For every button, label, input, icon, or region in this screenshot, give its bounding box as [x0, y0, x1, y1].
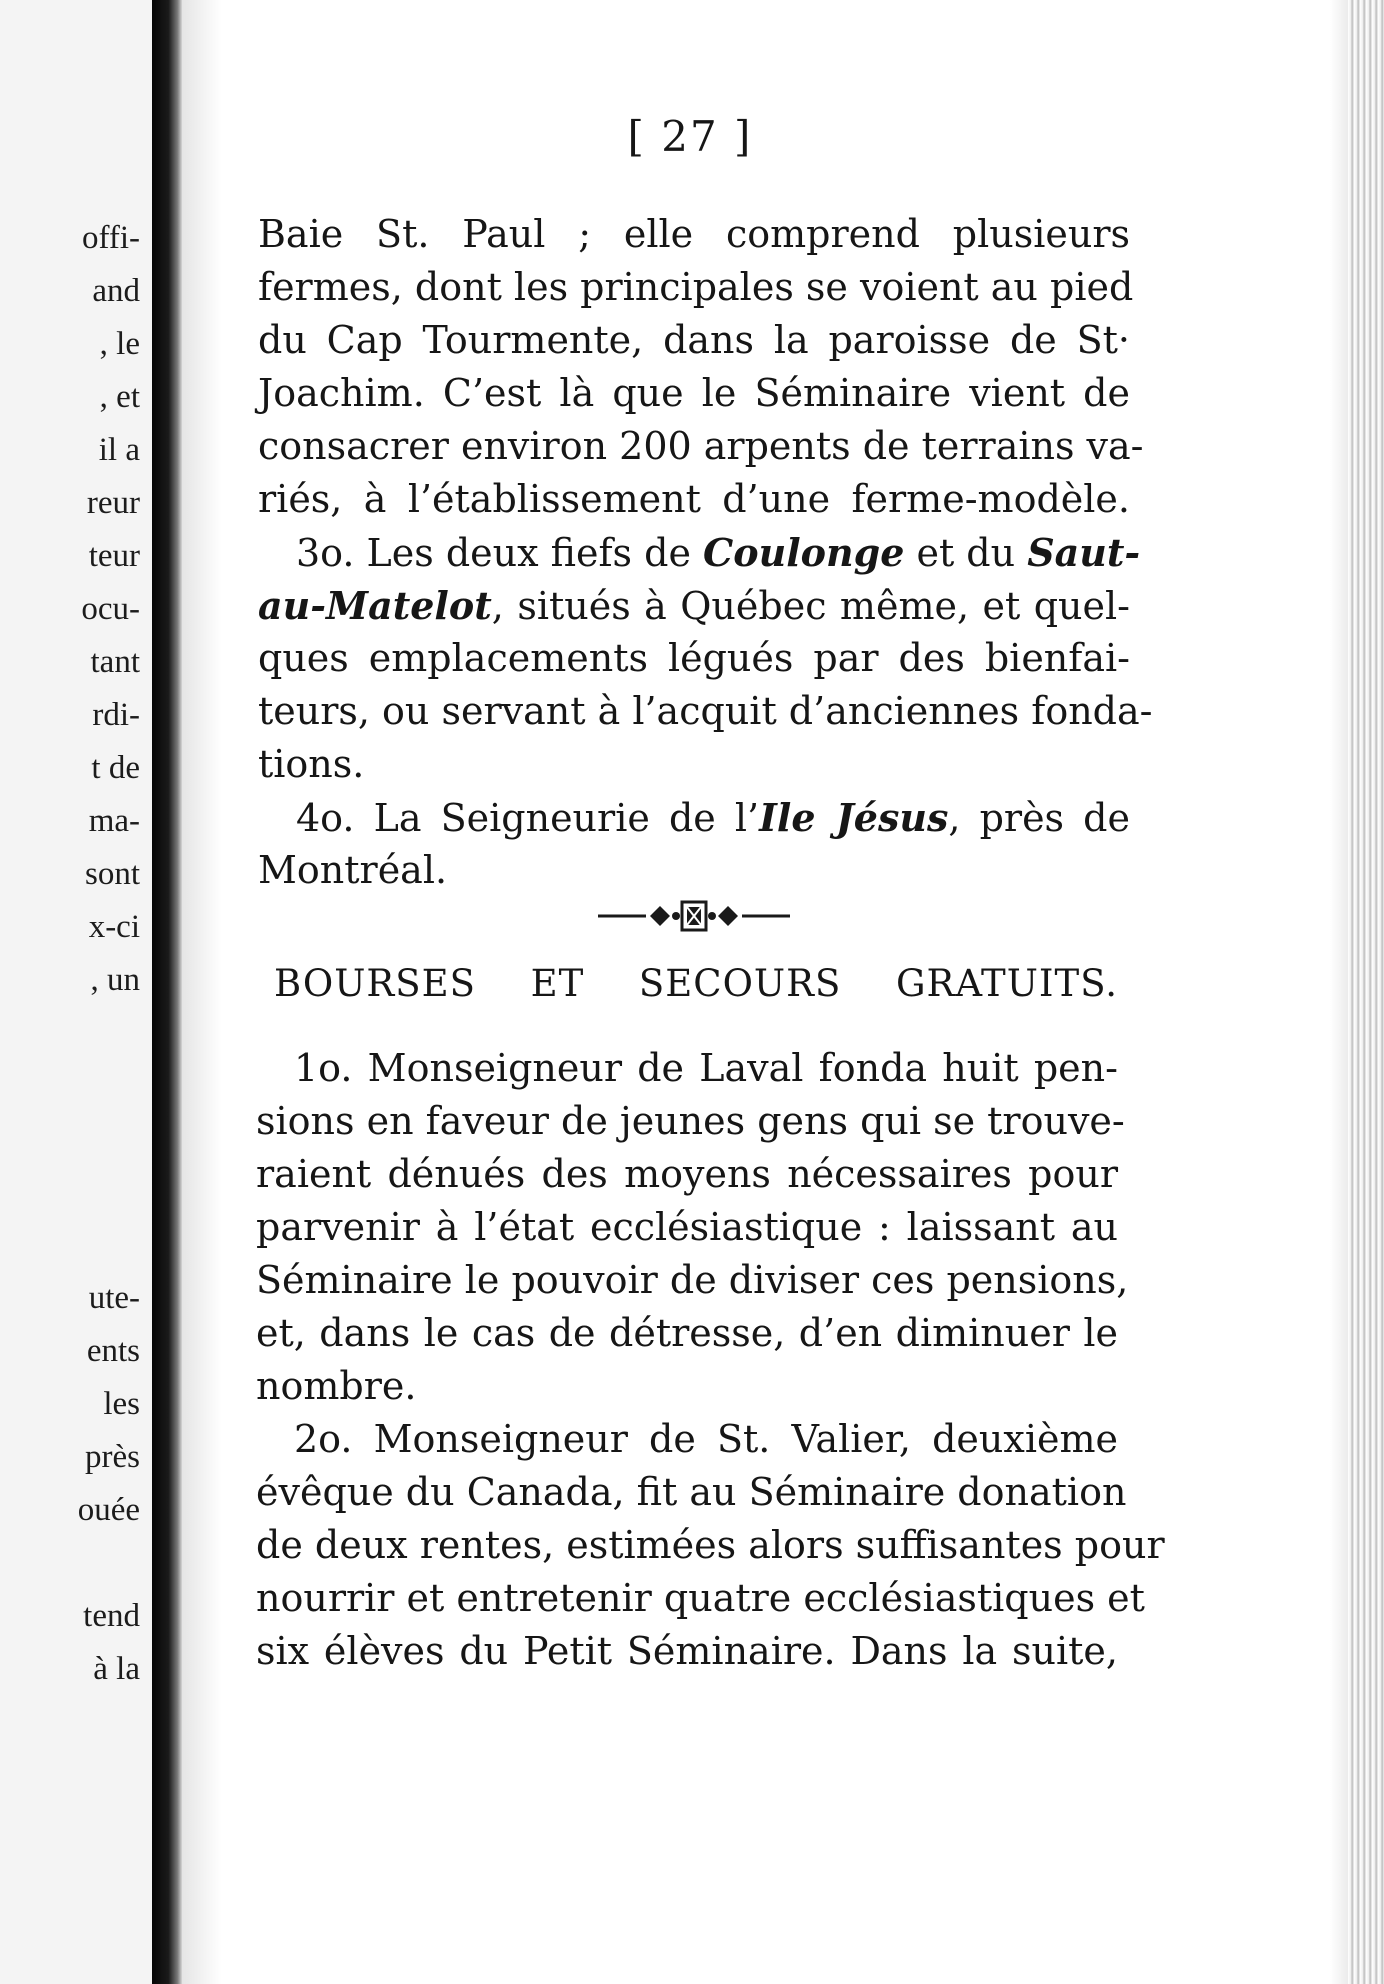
text-line	[258, 526, 1141, 579]
text-line: de deux rentes, estimées alors suffisantes pour	[256, 1523, 1165, 1567]
text-line: évêque du Canada, fit au Séminaire donation	[256, 1470, 1127, 1514]
text-line: parvenir à l’état ecclésiastique : laissant au	[256, 1205, 1118, 1249]
text-line: consacrer environ 200 arpents de terrains va-	[258, 424, 1144, 468]
text-line: riés, à l’établissement d’une ferme-modèle.	[258, 477, 1130, 521]
left-page-line: ute-	[88, 1280, 140, 1316]
page-edge-stack	[1348, 0, 1384, 1984]
text-line: 1o. Monseigneur de Laval fonda huit pen-	[294, 1046, 1118, 1090]
text-line: nourrir et entretenir quatre ecclésiastiques et	[256, 1576, 1145, 1620]
text-line: du Cap Tourmente, dans la paroisse de St·	[258, 318, 1130, 362]
text-line: Baie St. Paul ; elle comprend plusieurs	[258, 212, 1130, 256]
italic-place-name: au-Matelot	[258, 583, 492, 628]
text-run: , situés à Québec même, et quel-	[491, 584, 1130, 628]
left-page-line: x-ci	[88, 909, 140, 945]
text-line: nombre.	[256, 1364, 417, 1408]
left-page-line: près	[85, 1439, 140, 1475]
ornament-divider-icon	[594, 896, 794, 936]
left-page-line: ents	[86, 1333, 140, 1369]
section-heading: BOURSES ET SECOURS GRATUITS.	[274, 962, 1118, 1005]
left-page-line: sont	[84, 856, 140, 892]
body-text-top	[258, 208, 1153, 897]
left-page-line: offi-	[81, 220, 140, 256]
text-line: et, dans le cas de détresse, d’en diminuer le	[256, 1311, 1118, 1355]
text-line	[258, 791, 1130, 844]
text-line: Séminaire le pouvoir de diviser ces pensions,	[256, 1258, 1129, 1302]
left-page-line: rdi-	[92, 697, 140, 733]
book-gutter	[152, 0, 182, 1984]
italic-place-name: Ile Jésus	[759, 795, 949, 840]
left-page-line: tend	[83, 1598, 140, 1634]
left-page-line: , un	[90, 962, 140, 998]
text-line: teurs, ou servant à l’acquit d’anciennes fonda-	[258, 689, 1153, 733]
left-page-line: teur	[88, 538, 140, 574]
left-page-line: ma-	[88, 803, 140, 839]
left-page-line: les	[103, 1386, 140, 1422]
page-number: [ 27 ]	[627, 112, 753, 161]
left-page-line: t de	[91, 750, 140, 786]
italic-place-name: Coulonge	[703, 530, 905, 575]
left-page-line: ouée	[77, 1492, 140, 1528]
left-page-line: , le	[99, 326, 140, 362]
text-line: raient dénués des moyens nécessaires pour	[256, 1152, 1118, 1196]
text-run: et du	[904, 531, 1028, 575]
text-line: 2o. Monseigneur de St. Valier, deuxième	[294, 1417, 1118, 1461]
text-run: 3o. Les deux fiefs de	[296, 531, 704, 575]
text-line: tions.	[258, 742, 365, 786]
left-page-line: , et	[99, 379, 140, 415]
text-run: , près de	[948, 796, 1130, 840]
italic-place-name: Saut-	[1027, 530, 1141, 575]
left-page-line: il a	[98, 432, 140, 468]
left-page-line: reur	[86, 485, 140, 521]
text-line: Montréal.	[258, 848, 448, 892]
text-line: fermes, dont les principales se voient au pied	[258, 265, 1134, 309]
text-line: sions en faveur de jeunes gens qui se trouve-	[256, 1099, 1125, 1143]
page-edge-shade	[1330, 0, 1348, 1984]
left-page-line: à la	[93, 1651, 140, 1687]
text-line: six élèves du Petit Séminaire. Dans la suite,	[256, 1629, 1118, 1673]
left-facing-page	[0, 0, 152, 1984]
text-line: ques emplacements légués par des bienfai-	[258, 636, 1130, 680]
left-page-line: ocu-	[81, 591, 140, 627]
text-line: Joachim. C’est là que le Séminaire vient de	[258, 371, 1130, 415]
body-text-bottom	[256, 1042, 1165, 1678]
left-page-line: tant	[90, 644, 140, 680]
text-line	[258, 579, 1130, 632]
page-shadow	[182, 0, 222, 1984]
left-page-line: and	[92, 273, 140, 309]
text-run: 4o. La Seigneurie de l’	[296, 796, 760, 840]
